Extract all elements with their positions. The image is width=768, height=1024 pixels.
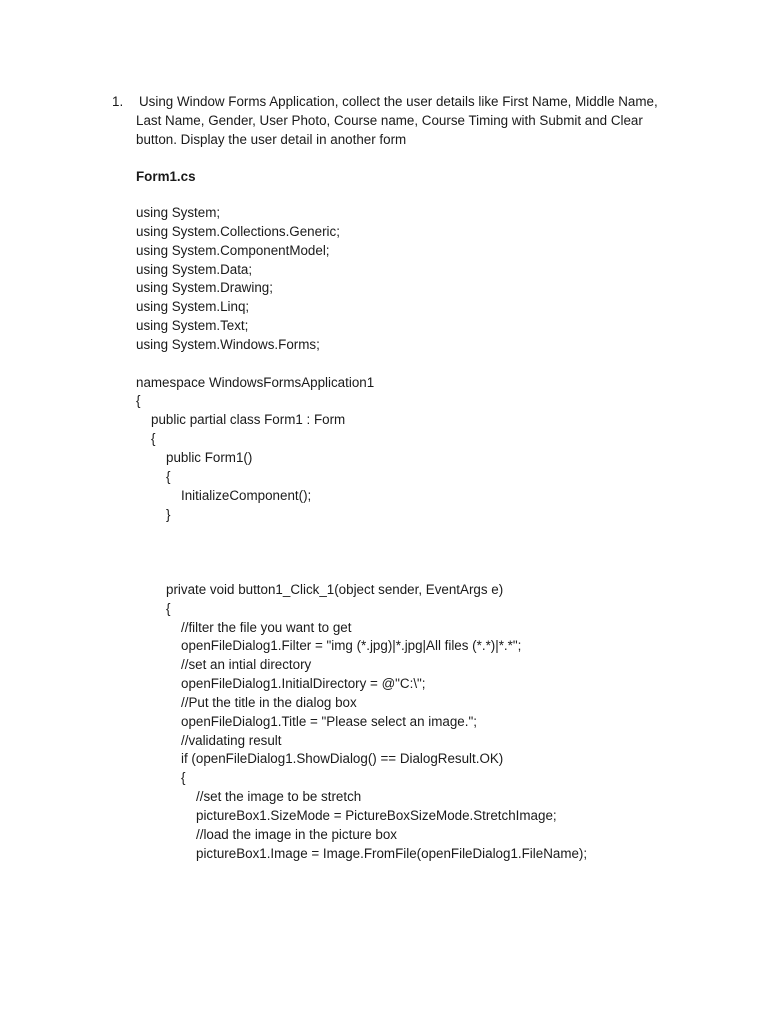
using-directive: using System.Linq;	[136, 299, 250, 315]
code-comment: //filter the file you want to get	[181, 619, 352, 635]
code-listing	[136, 204, 587, 864]
constructor-close-brace: }	[166, 506, 171, 522]
using-directive: using System.Drawing;	[136, 280, 273, 296]
code-statement: openFileDialog1.Title = "Please select an image.";	[181, 713, 477, 729]
question-number: 1.	[112, 94, 124, 109]
code-comment: //validating result	[181, 732, 282, 748]
blank-line	[136, 562, 587, 581]
method-open-brace: {	[166, 600, 171, 616]
if-open-brace: {	[181, 770, 186, 786]
class-open-brace: {	[151, 431, 156, 447]
if-statement: if (openFileDialog1.ShowDialog() == DialogResult.OK)	[181, 751, 504, 767]
method-declaration: private void button1_Click_1(object sender, EventArgs e)	[166, 581, 504, 597]
namespace-declaration: namespace WindowsFormsApplication1	[136, 374, 375, 390]
code-comment: //load the image in the picture box	[196, 826, 397, 842]
using-directive: using System.Collections.Generic;	[136, 223, 340, 239]
constructor-body: InitializeComponent();	[181, 487, 312, 503]
constructor-open-brace: {	[166, 468, 171, 484]
question-text	[136, 92, 696, 149]
class-declaration: public partial class Form1 : Form	[151, 412, 346, 428]
code-statement: openFileDialog1.Filter = "img (*.jpg)|*.jpg|All files (*.*)|*.*";	[181, 638, 522, 654]
question-line: Using Window Forms Application, collect the user details like First Name, Middle Name,	[139, 94, 658, 109]
using-directive: using System.Text;	[136, 318, 249, 334]
using-directive: using System.Data;	[136, 261, 253, 277]
using-directive: using System.Windows.Forms;	[136, 336, 320, 352]
code-statement: pictureBox1.SizeMode = PictureBoxSizeMode.StretchImage;	[196, 808, 557, 823]
blank-line	[136, 543, 587, 562]
using-directive: using System.ComponentModel;	[136, 242, 330, 258]
blank-line	[136, 355, 587, 374]
code-statement: openFileDialog1.InitialDirectory = @"C:\";	[181, 676, 426, 692]
code-comment: //set the image to be stretch	[196, 789, 362, 805]
namespace-open-brace: {	[136, 393, 141, 409]
using-directive: using System;	[136, 205, 221, 220]
code-comment: //set an intial directory	[181, 657, 312, 673]
file-heading: Form1.cs	[136, 169, 196, 184]
question-line: Last Name, Gender, User Photo, Course name, Course Timing with Submit and Clear	[136, 113, 643, 128]
code-statement: pictureBox1.Image = Image.FromFile(openFileDialog1.FileName);	[196, 845, 588, 861]
question-line: button. Display the user detail in another form	[136, 132, 407, 147]
constructor-declaration: public Form1()	[166, 449, 253, 465]
code-comment: //Put the title in the dialog box	[181, 694, 357, 710]
blank-line	[136, 524, 587, 543]
